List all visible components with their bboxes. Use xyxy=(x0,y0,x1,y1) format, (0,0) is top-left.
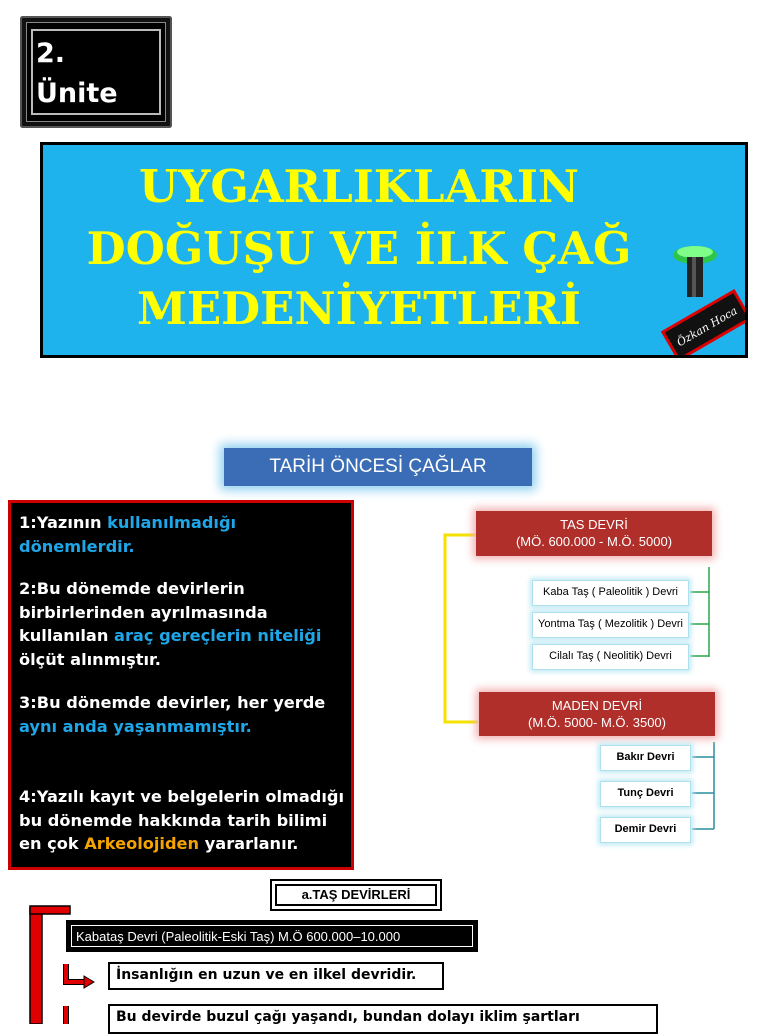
unit-word: Ünite xyxy=(36,78,118,109)
tas-item-paleolitik: Kaba Taş ( Paleolitik ) Devri xyxy=(532,580,689,606)
bottom-tree-lines xyxy=(0,900,120,1024)
section-header: TARİH ÖNCESİ ÇAĞLAR xyxy=(224,448,532,486)
tas-devri-box xyxy=(476,511,712,556)
maden-devri-title: MADEN DEVRİ xyxy=(551,698,643,713)
tas-devri-dates: (MÖ. 600.000 - M.Ö. 5000) xyxy=(515,534,673,549)
unit-number: 2. xyxy=(36,38,66,69)
info-paragraph-3: 3:Bu dönemde devirler, her yerde aynı anda yaşanmamıştır. xyxy=(19,693,326,736)
maden-item-bakir: Bakır Devri xyxy=(600,745,691,771)
maden-item-tunc: Tunç Devri xyxy=(600,781,691,807)
maden-item-demir: Demir Devri xyxy=(600,817,691,843)
arrow-icon-1 xyxy=(66,964,94,988)
kabatas-devri-bar xyxy=(66,920,478,952)
kabatas-item-2: Bu devirde buzul çağı yaşandı, bundan dolayı iklim şartları xyxy=(108,1004,658,1034)
kabatas-devri-label: Kabataş Devri (Paleolitik-Eski Taş) M.Ö 600.000–10.000 xyxy=(71,925,473,947)
info-paragraph-4: 4:Yazılı kayıt ve belgelerin olmadığı bu dönemde hakkında tarih bilimi en çok Arkeolojiden yararlanır. xyxy=(19,787,345,853)
title-line-1: UYGARLIKLARIN xyxy=(138,160,580,213)
tas-item-mezolitik: Yontma Taş ( Mezolitik ) Devri xyxy=(532,612,689,638)
info-paragraph-2: 2:Bu dönemde devirlerin birbirlerinden ayrılmasında kullanılan araç gereçlerin niteliği ölçüt alınmıştır. xyxy=(19,579,322,669)
maden-devri-box xyxy=(479,692,715,736)
title-line-2: DOĞUŞU VE İLK ÇAĞ xyxy=(86,222,632,275)
tas-item-neolitik: Cilalı Taş ( Neolitik) Devri xyxy=(532,644,689,670)
svg-text:Özkan Hoca: Özkan Hoca xyxy=(674,304,740,350)
kabatas-item-1: İnsanlığın en uzun ve en ilkel devridir. xyxy=(108,962,444,990)
info-paragraph-1: 1:Yazının kullanılmadığı dönemlerdir. xyxy=(19,513,237,556)
title-line-3: MEDENİYETLERİ xyxy=(137,282,581,335)
tas-devri-title: TAS DEVRİ xyxy=(560,517,628,532)
maden-devri-dates: (M.Ö. 5000- M.Ö. 3500) xyxy=(528,715,666,730)
tas-devirleri-heading: a.TAŞ DEVİRLERİ xyxy=(270,879,442,911)
